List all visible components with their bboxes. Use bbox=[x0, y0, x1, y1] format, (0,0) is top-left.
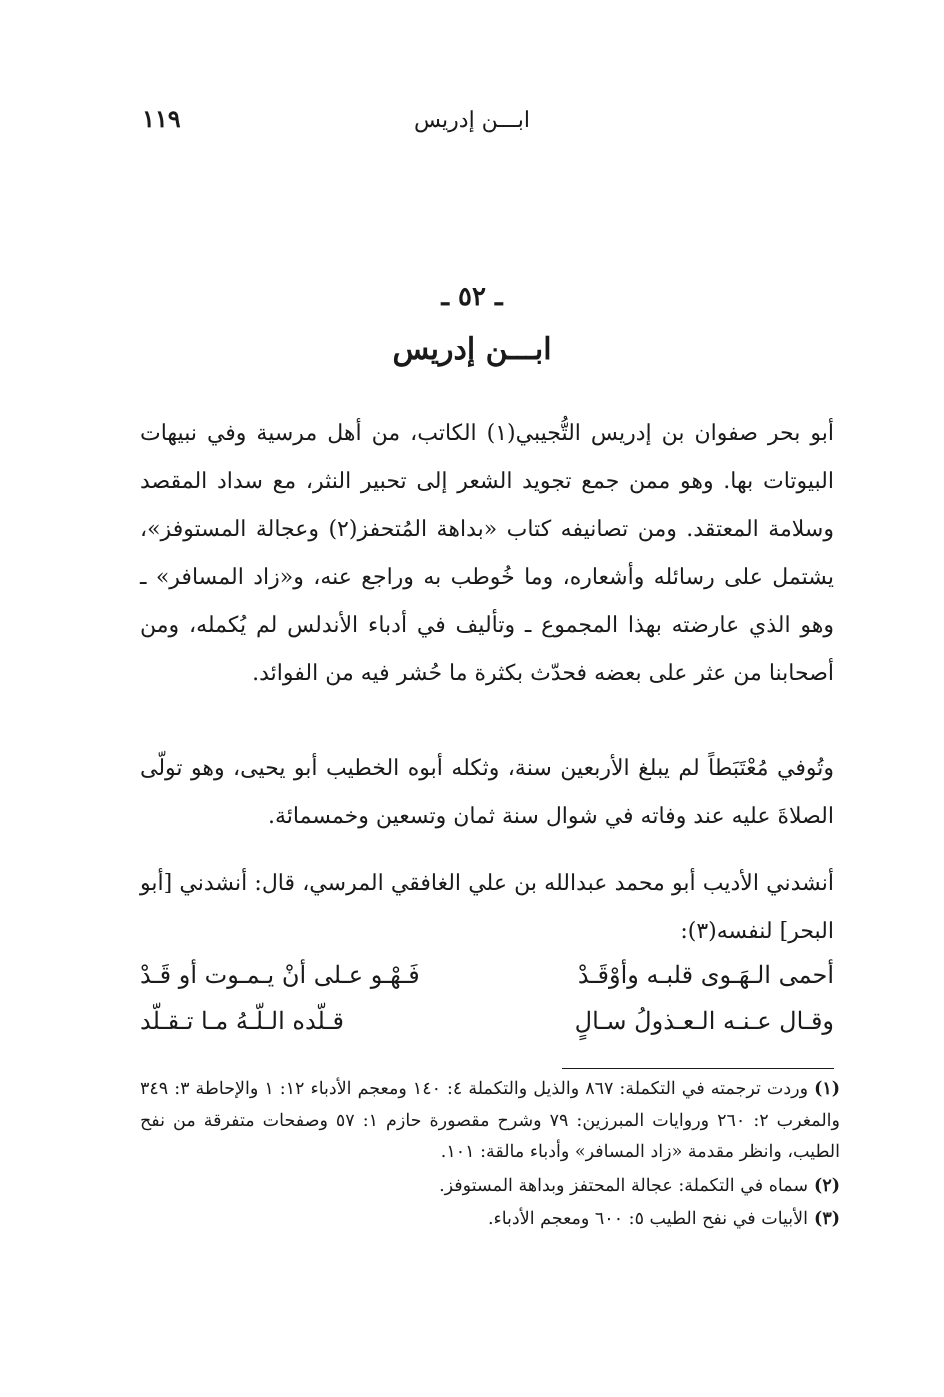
paragraph-text: أبو بحر صفوان بن إدريس التُّجيبي(١) الكاتب، من أهل مرسية وفي نبيهات البيوتات بها. وهو ممن جمع تجويد الشعر إلى تحبير النثر، مع سداد المقصد وسلامة المعتقد. ومن تصانيفه كتاب «بداهة المُتحفز(٢) وعجالة المستوفز»، يشتمل على رسائله وأشعاره، وما خُوطب به وراجع عنه، و«زاد المسافر» ـ وهو الذي عارضته بهذا المجموع ـ وتأليف في أدباء الأندلس لم يُكمله، ومن أصحابنا من عثر على بعضه فحدّث بكثرة ما حُشر فيه من الفوائد. bbox=[140, 421, 834, 686]
footnote-text: سماه في التكملة: عجالة المحتفز وبداهة المستوفز. bbox=[439, 1175, 809, 1196]
footnote-marker: (٣) bbox=[814, 1209, 840, 1229]
verse-second-hemistich: قـلّده الـلّـهُ مـا تـقـلّد bbox=[140, 1007, 344, 1035]
verse-first-hemistich: وقـال عـنـه الـعـذولُ سـالٍ bbox=[574, 1007, 834, 1035]
footnote bbox=[140, 1074, 840, 1169]
footnote-text: الأبيات في نفح الطيب ٥: ٦٠٠ ومعجم الأدباء. bbox=[487, 1209, 809, 1229]
paragraph-text: أنشدني الأديب أبو محمد عبدالله بن علي الغافقي المرسي، قال: أنشدني [أبو البحر] لنفسه(٣): bbox=[140, 871, 834, 944]
footnote-marker: (١) bbox=[814, 1079, 841, 1099]
entry-number: ـ ٥٢ ـ bbox=[441, 282, 503, 312]
footnotes-section bbox=[140, 1074, 840, 1238]
paragraph-text: وتُوفي مُعْتَبَطاً لم يبلغ الأربعين سنة، وثكله أبوه الخطيب أبو يحيى، وهو تولّى الصلاةَ عليه عند وفاته في شوال سنة ثمان وتسعين وخمسمائة. bbox=[140, 756, 834, 829]
entry-title: ابـــن إدريس bbox=[392, 332, 552, 367]
running-header-title: ابـــن إدريس bbox=[413, 108, 530, 133]
footnote-marker: (٢) bbox=[814, 1175, 840, 1196]
footnote bbox=[140, 1171, 840, 1203]
death-paragraph bbox=[140, 745, 834, 841]
verse-second-hemistich: فَـهْـو عـلى أنْ يـمـوت أو قَـدْ bbox=[140, 961, 420, 989]
footnote bbox=[140, 1204, 840, 1236]
recitation-intro-paragraph bbox=[140, 860, 834, 956]
verse-first-hemistich: أحمى الـهَـوى قلبـه وأوْقَـدْ bbox=[577, 961, 834, 989]
poem-verse bbox=[140, 961, 834, 1005]
footnote-divider bbox=[562, 1068, 834, 1069]
footnote-text: وردت ترجمته في التكملة: ٨٦٧ والذيل والتكملة ٤: ١٤٠ ومعجم الأدباء ١٢: ١ والإحاطة ٣: ٣٤٩ والمغرب ٢: ٢٦٠ وروايات المبرزين: ٧٩ وشرح مقصورة حازم ١: ٥٧ وصفحات متفرقة من نفح الطيب، وانظر مقدمة «زاد المسافر» وأدباء مالقة: ١٠١. bbox=[140, 1079, 840, 1162]
poem-verse bbox=[140, 1007, 834, 1051]
biography-paragraph bbox=[140, 410, 834, 698]
page-number: ١١٩ bbox=[142, 104, 181, 133]
